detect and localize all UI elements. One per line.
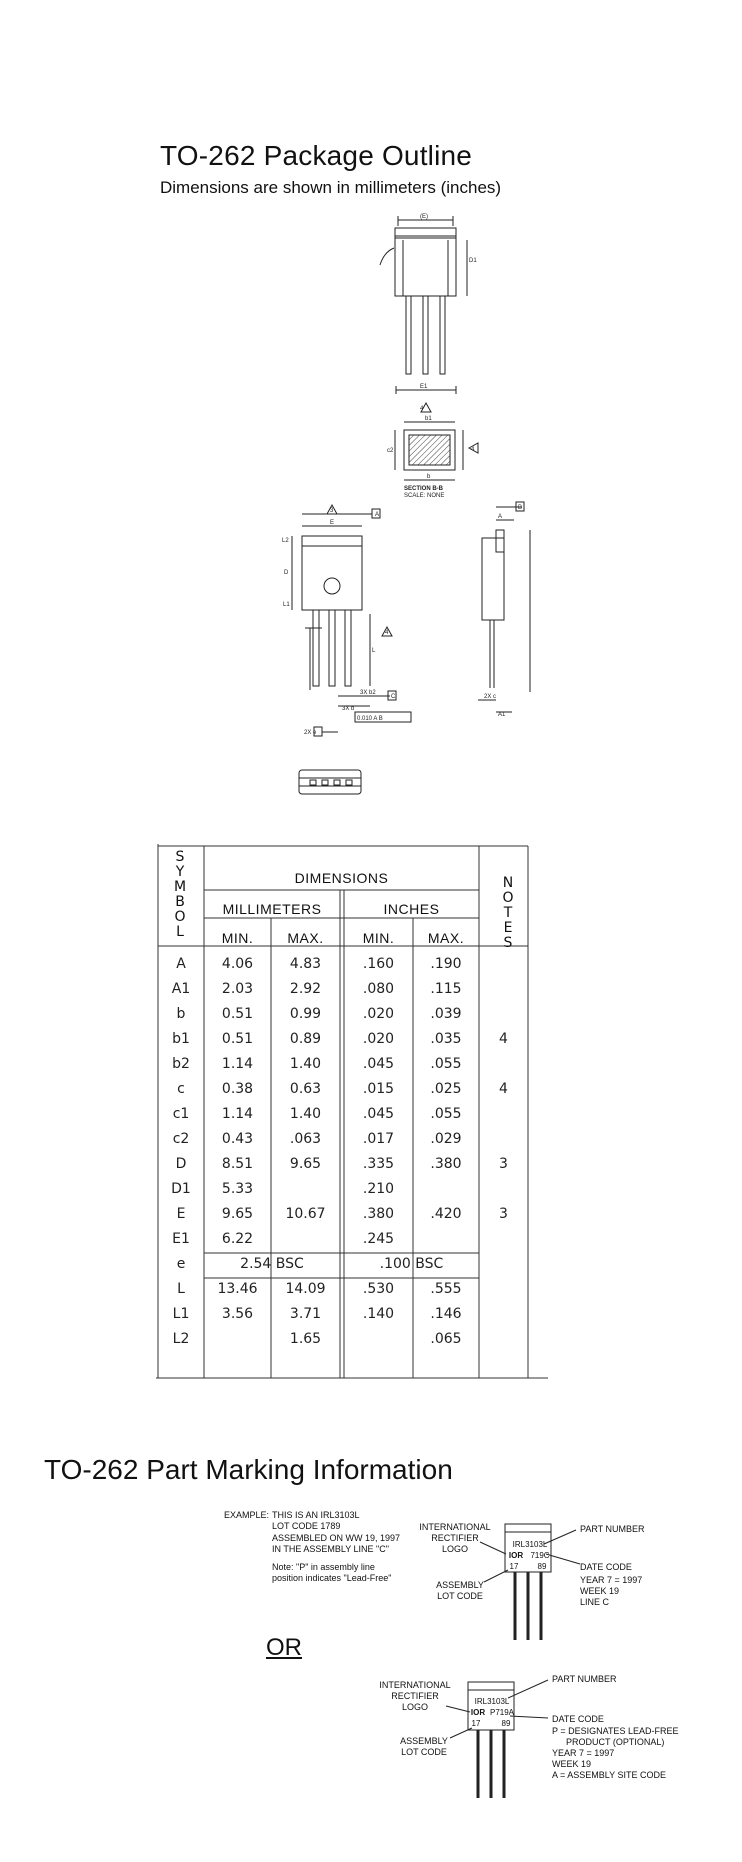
table-cell-mm-min: 9.65	[221, 1206, 254, 1222]
table-cell-symbol: b1	[172, 1031, 190, 1047]
example-line-4: IN THE ASSEMBLY LINE "C"	[272, 1544, 389, 1554]
table-cell-mm-min: 13.46	[217, 1281, 258, 1297]
dim-l: L	[372, 648, 376, 654]
table-cell-in-min: .080	[362, 981, 395, 997]
table-cell-mm-min: 0.51	[221, 1031, 254, 1047]
dim-2x-e: 2X e	[304, 730, 317, 736]
table-header-millimeters: MILLIMETERS	[222, 901, 322, 917]
note-line-1: Note: "P" in assembly line	[272, 1562, 375, 1572]
table-cell-mm-max: 3.71	[289, 1306, 322, 1322]
table-cell-in-min: .045	[362, 1056, 395, 1072]
table-cell-in-max: .146	[430, 1306, 462, 1322]
chip2-intl-3: LOGO	[401, 1702, 428, 1712]
example-line-2: LOT CODE 1789	[272, 1521, 341, 1531]
table-cell-note: 3	[499, 1206, 508, 1222]
table-cell-symbol: L	[177, 1281, 185, 1297]
dim-c2: c2	[387, 448, 394, 454]
chip2-intl-2: RECTIFIER	[391, 1691, 439, 1701]
chip1-date-4: LINE C	[580, 1597, 610, 1607]
table-header-mm-max: MAX.	[287, 930, 324, 946]
chip2-logo: IOR	[470, 1708, 486, 1717]
chip1-lot-left: 17	[509, 1562, 519, 1571]
table-cell-mm-min: 1.14	[221, 1056, 254, 1072]
table-cell-in-max: .420	[430, 1206, 462, 1222]
note-marker-4c: 4	[385, 630, 389, 636]
table-cell-in-max: .039	[430, 1006, 462, 1022]
bottom-view	[299, 770, 361, 794]
chip1-part: IRL3103L	[512, 1540, 548, 1549]
dim-b: b	[427, 474, 431, 480]
table-cell-symbol: A	[176, 956, 186, 972]
table-cell-mm-max: 1.40	[289, 1106, 322, 1122]
table-cell-mm-max: 4.83	[289, 956, 322, 972]
table-cell-in-bsc: .100 BSC	[379, 1256, 444, 1272]
chip2-date-3: PRODUCT (OPTIONAL)	[566, 1737, 665, 1747]
table-cell-in-max: .029	[430, 1131, 462, 1147]
table-cell-symbol: L2	[172, 1331, 190, 1347]
table-cell-mm-min: 8.51	[221, 1156, 254, 1172]
page-subtitle: Dimensions are shown in millimeters (inches)	[160, 178, 502, 197]
table-cell-in-min: .020	[362, 1031, 395, 1047]
table-cell-mm-max: 0.99	[289, 1006, 322, 1022]
table-cell-mm-max: 14.09	[285, 1281, 326, 1297]
table-cell-mm-max: 0.63	[289, 1081, 322, 1097]
chip2-date-6: A = ASSEMBLY SITE CODE	[552, 1770, 666, 1780]
table-cell-in-min: .380	[362, 1206, 395, 1222]
ref-a-front: A	[375, 512, 380, 518]
table-cell-mm-min: 0.43	[221, 1131, 254, 1147]
dim-d1: D1	[469, 258, 477, 264]
side-view	[478, 502, 530, 712]
table-cell-symbol: c	[177, 1081, 185, 1097]
note-line-2: position indicates "Lead-Free"	[272, 1573, 392, 1583]
table-cell-symbol: c1	[172, 1106, 190, 1122]
table-cell-in-max: .055	[430, 1106, 462, 1122]
table-cell-in-max: .380	[430, 1156, 462, 1172]
chip1-assembly-1: ASSEMBLY	[436, 1580, 484, 1590]
chip1-code: 719C	[530, 1551, 550, 1560]
example-line-3: ASSEMBLED ON WW 19, 1997	[272, 1533, 401, 1543]
table-cell-in-min: .140	[362, 1306, 395, 1322]
chip1-date-3: WEEK 19	[580, 1586, 620, 1596]
dim-3x-b2: 3X b2	[360, 690, 376, 696]
dim-b1: b1	[425, 416, 432, 422]
table-header-notes: NOTES	[502, 875, 514, 951]
chip1-intl-3: LOGO	[441, 1544, 468, 1554]
dim-e-top: (E)	[420, 214, 428, 220]
table-cell-in-max: .035	[430, 1031, 462, 1047]
chip1-part-number: PART NUMBER	[580, 1524, 645, 1534]
table-cell-in-min: .245	[362, 1231, 395, 1247]
table-cell-in-max: .055	[430, 1056, 462, 1072]
chip2-date-4: YEAR 7 = 1997	[552, 1748, 615, 1758]
dim-e: E	[330, 520, 335, 526]
chip2-intl-1: INTERNATIONAL	[379, 1680, 451, 1690]
table-cell-symbol: e	[176, 1256, 186, 1272]
top-view	[380, 216, 467, 394]
scale-label: SCALE: NONE	[404, 493, 445, 499]
table-cell-in-min: .020	[362, 1006, 395, 1022]
chip1-lot-right: 89	[537, 1562, 547, 1571]
chip1-logo: IOR	[508, 1551, 524, 1560]
table-header-in-min: MIN.	[362, 930, 395, 946]
chip2-lot-left: 17	[471, 1719, 481, 1728]
table-cell-mm-min: 5.33	[221, 1181, 254, 1197]
table-cell-mm-min: 6.22	[221, 1231, 254, 1247]
table-cell-symbol: b2	[172, 1056, 190, 1072]
table-cell-in-min: .210	[362, 1181, 395, 1197]
table-cell-mm-min: 3.56	[221, 1306, 254, 1322]
section-label: SECTION B-B	[404, 486, 443, 492]
table-cell-in-min: .335	[362, 1156, 395, 1172]
table-cell-symbol: b	[176, 1006, 186, 1022]
ref-c-front: C	[391, 694, 396, 700]
table-cell-in-max: .065	[430, 1331, 462, 1347]
table-cell-mm-min: 4.06	[221, 956, 254, 972]
chip2-assembly-2: LOT CODE	[401, 1747, 447, 1757]
table-header-in-max: MAX.	[427, 930, 465, 946]
table-cell-symbol: D	[175, 1156, 187, 1172]
table-cell-in-min: .530	[362, 1281, 395, 1297]
tolerance-frame: 0.010 A B	[357, 716, 383, 722]
chip1-assembly-2: LOT CODE	[437, 1591, 483, 1601]
table-cell-note: 3	[499, 1156, 508, 1172]
chip2-date-1: DATE CODE	[552, 1714, 604, 1724]
dim-a-side: A	[498, 514, 503, 520]
table-cell-note: 4	[499, 1081, 508, 1097]
table-header-inches: INCHES	[383, 901, 440, 917]
table-cell-mm-min: 2.03	[221, 981, 254, 997]
table-cell-mm-max: 9.65	[289, 1156, 322, 1172]
table-cell-mm-bsc: 2.54 BSC	[240, 1256, 304, 1272]
note-marker-3: 3	[330, 508, 334, 514]
table-cell-in-max: .025	[430, 1081, 462, 1097]
page-title: TO-262 Package Outline	[160, 140, 473, 171]
table-cell-symbol: L1	[172, 1306, 190, 1322]
table-header-mm-min: MIN.	[221, 930, 254, 946]
table-cell-symbol: E	[176, 1206, 186, 1222]
table-cell-symbol: E1	[172, 1231, 190, 1247]
table-cell-in-min: .015	[362, 1081, 395, 1097]
table-cell-note: 4	[499, 1031, 508, 1047]
dim-a1: A1	[498, 712, 506, 718]
example-label: EXAMPLE:	[224, 1510, 270, 1520]
section-view	[395, 403, 478, 480]
chip2-date-5: WEEK 19	[552, 1759, 592, 1769]
table-header-dimensions: DIMENSIONS	[294, 870, 389, 886]
dim-e1: E1	[420, 384, 428, 390]
table-cell-mm-max: 1.65	[289, 1331, 322, 1347]
table-cell-mm-max: .063	[289, 1131, 322, 1147]
dim-l2: L2	[282, 538, 289, 544]
chip2-part: IRL3103L	[474, 1697, 510, 1706]
table-cell-mm-max: 1.40	[289, 1056, 322, 1072]
dim-3x-b: 3X b	[342, 706, 355, 712]
table-cell-mm-max: 2.92	[289, 981, 322, 997]
chip2-part-number: PART NUMBER	[552, 1674, 617, 1684]
table-cell-mm-max: 0.89	[289, 1031, 322, 1047]
table-cell-in-min: .160	[362, 956, 395, 972]
note-marker-4b: 4	[471, 447, 475, 453]
ref-b-side: B	[518, 505, 523, 511]
chip1-intl-2: RECTIFIER	[431, 1533, 479, 1543]
marking-title: TO-262 Part Marking Information	[44, 1454, 453, 1485]
chip2-lot-right: 89	[501, 1719, 511, 1728]
dim-d: D	[284, 570, 289, 576]
table-cell-symbol: D1	[171, 1181, 191, 1197]
table-cell-mm-min: 0.38	[221, 1081, 254, 1097]
table-cell-in-max: .555	[430, 1281, 462, 1297]
example-line-1: THIS IS AN IRL3103L	[272, 1510, 360, 1520]
table-cell-in-max: .115	[430, 981, 462, 997]
front-view	[292, 505, 411, 736]
table-cell-symbol: c2	[172, 1131, 190, 1147]
table-cell-in-min: .045	[362, 1106, 395, 1122]
table-cell-symbol: A1	[171, 981, 191, 997]
table-cell-in-min: .017	[362, 1131, 395, 1147]
chip1-intl-1: INTERNATIONAL	[419, 1522, 491, 1532]
chip1-date-1: DATE CODE	[580, 1562, 632, 1572]
dim-2x-c: 2X c	[484, 694, 497, 700]
table-header-symbol: SYMBOL	[174, 849, 187, 940]
table-cell-mm-max: 10.67	[285, 1206, 326, 1222]
chip2-assembly-1: ASSEMBLY	[400, 1736, 448, 1746]
dim-l1: L1	[283, 602, 290, 608]
chip2-date-2: P = DESIGNATES LEAD-FREE	[552, 1726, 679, 1736]
or-separator: OR	[266, 1634, 302, 1661]
package-outline-drawing	[0, 0, 742, 820]
chip2-code: P719A	[489, 1708, 515, 1717]
table-cell-mm-min: 1.14	[221, 1106, 254, 1122]
table-cell-mm-min: 0.51	[221, 1006, 254, 1022]
chip1-date-2: YEAR 7 = 1997	[580, 1575, 643, 1585]
note-marker-4a: 4	[420, 406, 424, 412]
table-cell-in-max: .190	[430, 956, 462, 972]
